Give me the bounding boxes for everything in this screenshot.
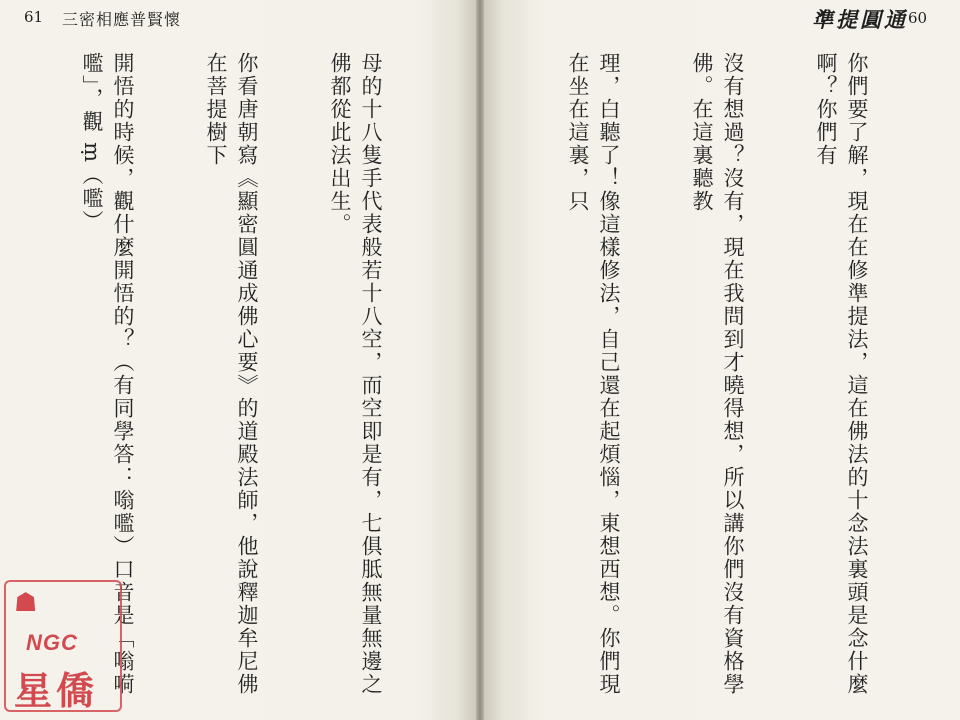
stamp-latin-text: NGC [26, 630, 78, 655]
right-body-text [504, 52, 934, 712]
right-running-head: 準提圓通 [812, 7, 908, 32]
text-column: 你們要了解，現在在修準提法，這在佛法的十念法裏頭是念什麼啊？你們有 [814, 52, 869, 696]
text-column: 開悟的時候，觀什麼開悟的？（有同學答：嗡嚂）口音是「嗡嗬嚂」，觀 ṃ（嚂） [80, 52, 135, 696]
text-column: 母的十八隻手代表般若十八空，而空即是有，七俱胝無量無邊之佛都從此法出生。 [328, 52, 383, 696]
watermark-stamp [4, 580, 122, 712]
stamp-cjk-text: 星僑 [14, 668, 99, 713]
book-gutter [476, 0, 484, 720]
left-page [0, 0, 476, 720]
text-column: 理，白聽了！像這樣修法，自己還在起煩惱，東想西想。你們現在坐在這裏，只 [566, 52, 621, 696]
text-column: 你看唐朝寫《顯密圓通成佛心要》的道殿法師，他說釋迦牟尼佛在菩提樹下 [204, 52, 259, 696]
text-column: 沒有想過？沒有，現在我問到才曉得想，所以講你們沒有資格學佛。在這裏聽教 [690, 52, 745, 696]
left-running-head: 三密相應普賢懷 [62, 10, 182, 29]
stamp-logo-icon: ☗ [14, 588, 38, 618]
right-page-number: 60 [908, 9, 928, 27]
left-page-number: 61 [24, 8, 44, 26]
right-page [484, 0, 960, 720]
